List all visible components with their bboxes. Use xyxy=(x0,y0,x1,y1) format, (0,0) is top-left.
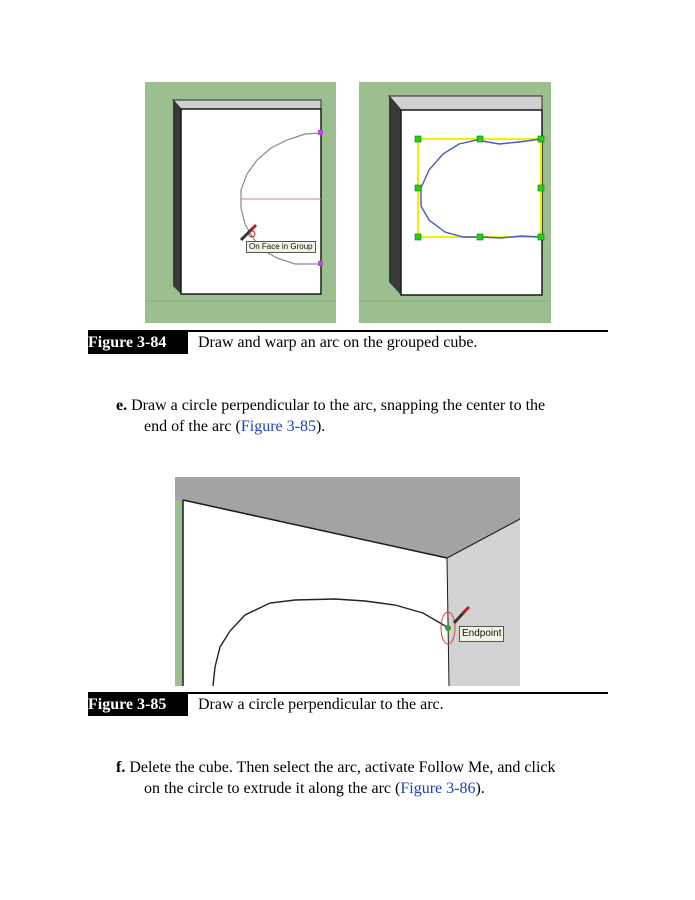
figure-caption: Draw a circle perpendicular to the arc. xyxy=(198,696,444,713)
endpoint-marker xyxy=(318,130,323,135)
text-fragment: on the circle to extrude it along the arc ( xyxy=(144,780,401,797)
step-text-line1: Draw a circle perpendicular to the arc, snapping the center to the xyxy=(131,397,546,414)
cube-front-face xyxy=(181,109,321,294)
figure-3-85-link[interactable]: Figure 3-85 xyxy=(240,418,316,435)
figure-3-85-caption-bar xyxy=(88,692,608,716)
figure-caption: Draw and warp an arc on the grouped cube. xyxy=(198,334,478,351)
figure-3-84-right-panel xyxy=(359,82,551,323)
text-fragment: end of the arc ( xyxy=(144,418,241,435)
endpoint-tooltip: Endpoint xyxy=(459,626,504,642)
endpoint-marker xyxy=(445,625,451,631)
cube-top xyxy=(389,96,542,110)
step-text-line1: Delete the cube. Then select the arc, activate Follow Me, and click xyxy=(129,759,556,776)
figure-3-85-scene xyxy=(175,477,520,686)
on-face-in-group-tooltip: On Face in Group xyxy=(246,241,316,253)
cube-left-side xyxy=(173,100,181,294)
step-letter: f. xyxy=(116,759,126,776)
cube-left-side xyxy=(389,96,401,295)
step-letter: e. xyxy=(116,397,128,414)
figure-3-85-image xyxy=(175,477,520,686)
left-panel-scene xyxy=(145,82,336,323)
figure-label: Figure 3-85 xyxy=(88,694,188,716)
cube-top xyxy=(173,100,321,109)
right-panel-scene xyxy=(359,82,551,323)
figure-3-84-caption-bar xyxy=(88,330,608,354)
text-fragment: ). xyxy=(315,418,326,435)
endpoint-marker xyxy=(318,261,323,266)
figure-label: Figure 3-84 xyxy=(88,332,188,354)
step-f xyxy=(116,757,616,799)
figure-3-84-left-panel xyxy=(145,82,336,323)
step-e xyxy=(116,395,616,437)
cube-front-face xyxy=(401,110,542,295)
text-fragment: ). xyxy=(475,780,485,797)
step-text-line2 xyxy=(116,778,616,799)
step-text-line2 xyxy=(116,416,616,437)
figure-3-86-link[interactable]: Figure 3-86 xyxy=(400,780,476,797)
